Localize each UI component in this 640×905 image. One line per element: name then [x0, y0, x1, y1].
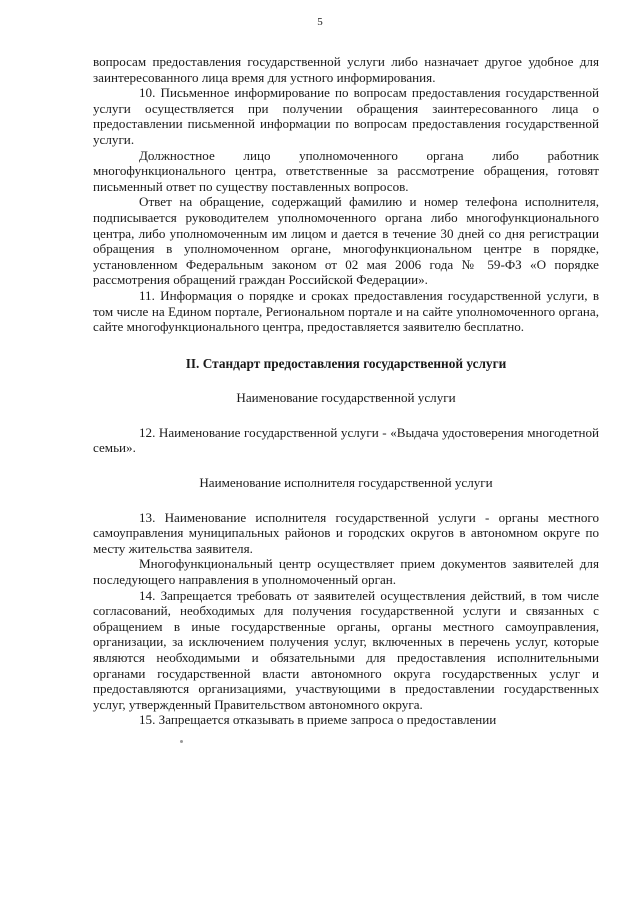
paragraph-13: 13. Наименование исполнителя государственной услуги - органы местного самоуправления муниципальных районов и городских округов в автономном округе по месту жительства заявителя. [93, 509, 599, 556]
page-number: 5 [317, 16, 323, 28]
subheading-executor-name: Наименование исполнителя государственной услуги [199, 475, 493, 491]
paragraph-14: 14. Запрещается требовать от заявителей осуществления действий, в том числе согласований, необходимых для получения государственной услуги и связанных с обращением в иные государственные органы, органы местного самоуправления, организации, за исключением получения услуг, включенных в перечень услуг, которые являются необходимыми и обязательными для предоставления исполнительными органами государственной власти автономного округа государственных услуг и предоставляются организациями, участвующими в предоставлении государственных услуг, утвержденный Правительством автономного округа. [93, 587, 599, 712]
paragraph-mfc: Многофункциональный центр осуществляет прием документов заявителей для последующего направления в уполномоченный орган. [93, 556, 599, 588]
paragraph-12: 12. Наименование государственной услуги - «Выдача удостоверения многодетной семьи». [93, 424, 599, 456]
paragraph-11: 11. Информация о порядке и сроках предоставления государственной услуги, в том числе на Едином портале, Региональном портале и на сайте уполномоченного органа, сайте многофункционального центра, предоставляется заявителю бесплатно. [93, 287, 599, 335]
document-body [93, 54, 599, 728]
paragraph-10: 10. Письменное информирование по вопросам предоставления государственной услуги осуществляется при получении обращения заинтересованного лица о предоставлении письменной информации по вопросам предоставления государственной услуги. [93, 85, 599, 147]
paragraph-15: 15. Запрещается отказывать в приеме запроса о предоставлении [139, 712, 497, 728]
section-heading: II. Стандарт предоставления государственной услуги [185, 355, 507, 371]
subheading-service-name: Наименование государственной услуги [236, 390, 456, 406]
paragraph-response-terms: Ответ на обращение, содержащий фамилию и номер телефона исполнителя, подписывается руководителем уполномоченного органа либо многофункционального центра, либо уполномоченным им лицом и дается в течение 30 дней со дня регистрации обращения в уполномоченном органе, многофункциональном центре в порядке, установленном Федеральным законом от 02 мая 2006 года № 59-ФЗ «О порядке рассмотрения обращений граждан Российской Федерации». [93, 194, 599, 288]
paragraph-continuation: вопросам предоставления государственной услуги либо назначает другое удобное для заинтересованного лица время для устного информирования. [93, 54, 599, 85]
scan-dot-mark [180, 740, 183, 743]
paragraph-official-response: Должностное лицо уполномоченного органа либо работник многофункционального центра, ответственные за рассмотрение обращения, готовят письменный ответ по существу поставленных вопросов. [93, 147, 599, 194]
